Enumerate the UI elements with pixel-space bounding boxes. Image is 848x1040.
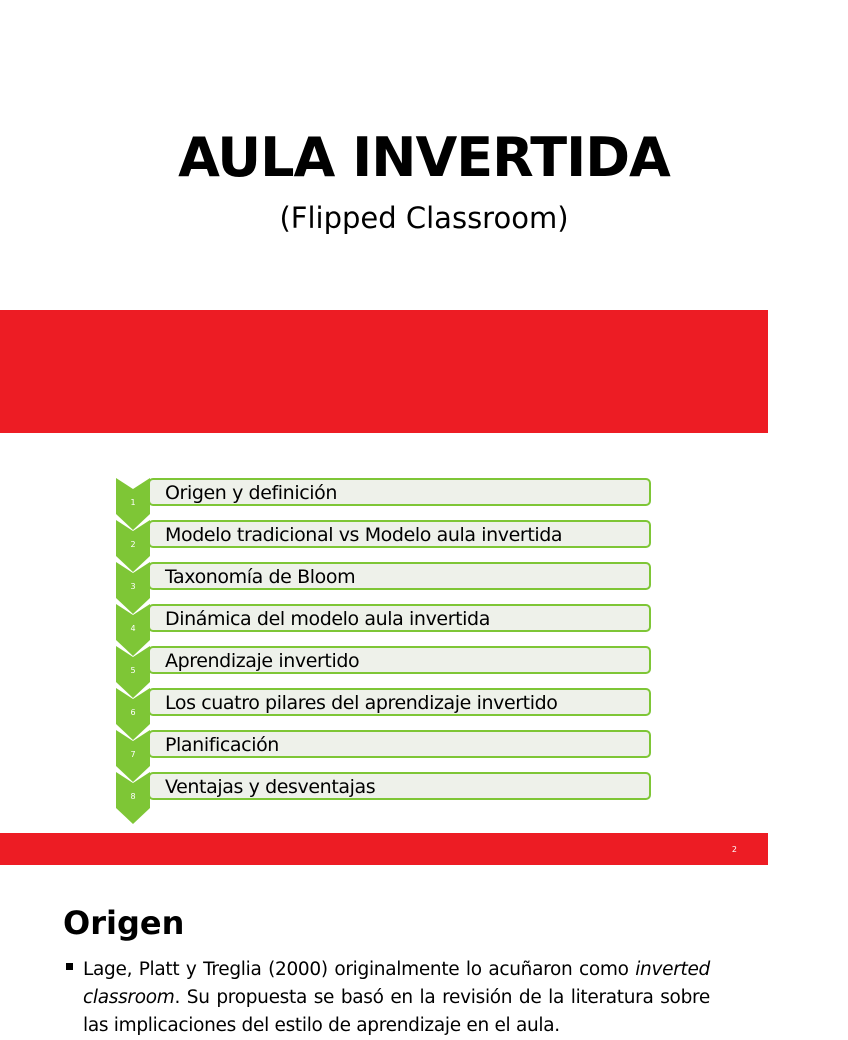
agenda-item-label: Modelo tradicional vs Modelo aula invertida	[165, 524, 563, 546]
bullet-text-start: Lage, Platt y Treglia (2000) originalmente lo acuñaron como	[83, 959, 636, 980]
agenda-item-box	[148, 562, 651, 590]
agenda-item-box	[148, 730, 651, 758]
agenda-item-number: 5	[130, 666, 136, 675]
agenda-item-number: 2	[130, 540, 136, 549]
section-heading: Origen	[63, 904, 185, 942]
agenda-item-number: 7	[130, 750, 136, 759]
agenda-item-label: Dinámica del modelo aula invertida	[165, 608, 490, 630]
agenda-item-box	[148, 688, 651, 716]
agenda-item-number: 4	[130, 624, 136, 633]
bullet-text-italic: inverted classroom	[83, 959, 710, 1008]
agenda-slide	[0, 433, 768, 833]
bullet-text-end: . Su propuesta se basó en la revisión de la literatura sobre las implicaciones del estilo de aprendizaje en el aula.	[83, 987, 710, 1036]
slide-subtitle: (Flipped Classroom)	[279, 201, 569, 235]
red-footer-band	[0, 833, 768, 865]
slide-title: AULA INVERTIDA	[178, 126, 670, 189]
red-band	[0, 310, 768, 433]
agenda-item-label: Los cuatro pilares del aprendizaje invertido	[165, 692, 558, 714]
agenda-item-label: Planificación	[165, 734, 279, 756]
agenda-item-box	[148, 772, 651, 800]
agenda-item-label: Taxonomía de Bloom	[165, 566, 356, 588]
agenda-item-box	[148, 520, 651, 548]
origen-slide	[0, 865, 768, 1036]
agenda-item-label: Origen y definición	[165, 482, 337, 504]
page-number: 2	[731, 845, 737, 854]
agenda-item-label: Aprendizaje invertido	[165, 650, 360, 672]
bullet-paragraph	[83, 956, 710, 1040]
agenda-item-box	[148, 478, 651, 506]
agenda-item-number: 8	[130, 792, 136, 801]
agenda-item-number: 3	[130, 582, 136, 591]
agenda-item-label: Ventajas y desventajas	[165, 776, 376, 798]
square-bullet-icon	[66, 963, 73, 970]
agenda-item-box	[148, 604, 651, 632]
agenda-item-box	[148, 646, 651, 674]
agenda-item-number: 6	[130, 708, 136, 717]
agenda-item-number: 1	[130, 498, 136, 507]
